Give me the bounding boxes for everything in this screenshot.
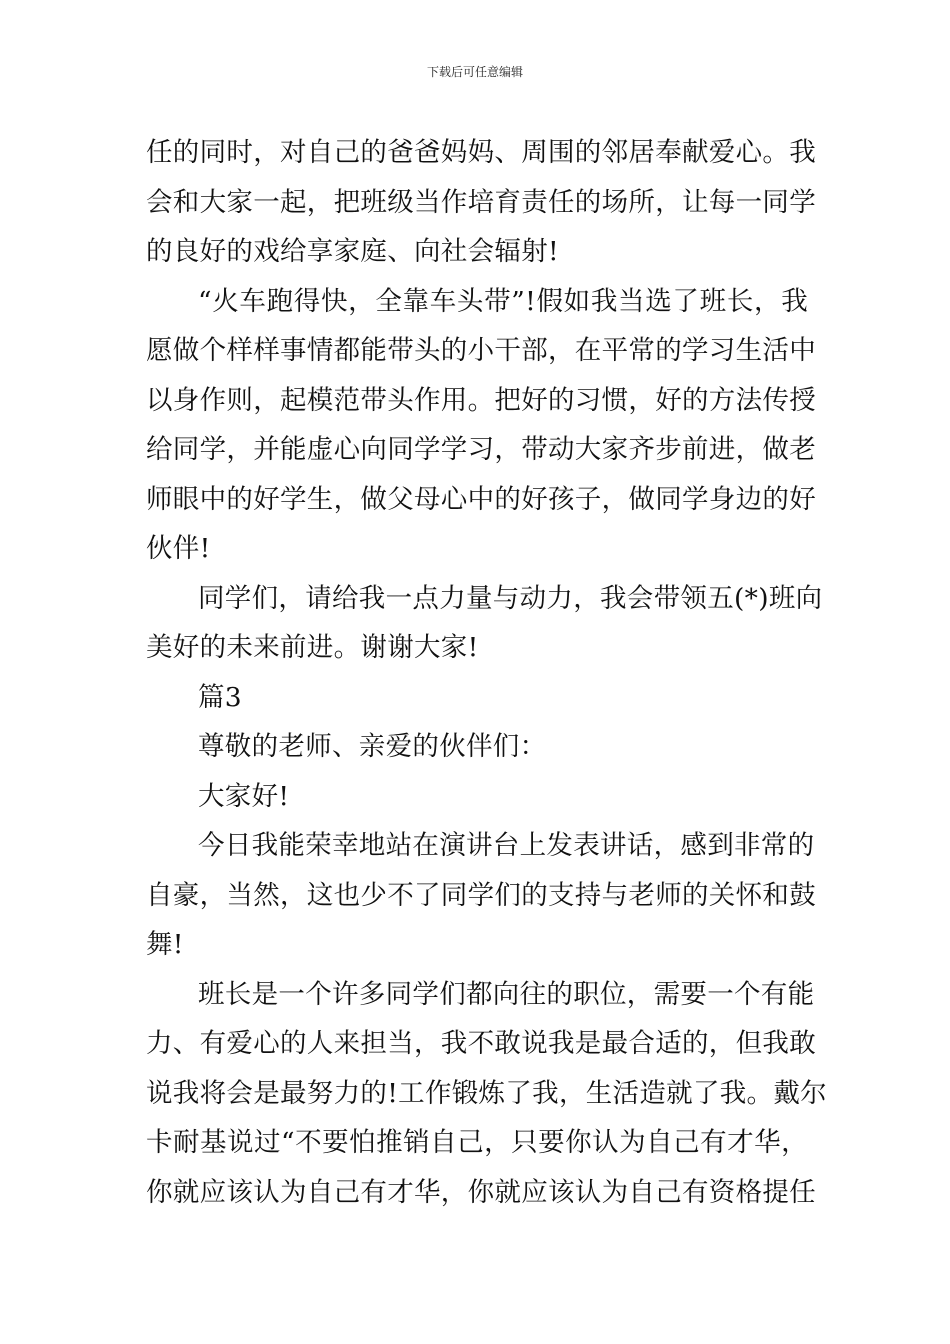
text-line: 的良好的戏给享家庭、向社会辐射! xyxy=(146,236,559,267)
text-line: 你就应该认为自己有才华，你就应该认为自己有资格提任 xyxy=(146,1176,816,1208)
text-line: 卡耐基说过“不要怕推销自己，只要你认为自己有才华， xyxy=(146,1127,808,1158)
text-line: 自豪，当然，这也少不了同学们的支持与老师的关怀和鼓 xyxy=(146,879,816,911)
text-line: “火车跑得快，全靠车头带”!假如我当选了班长，我 xyxy=(198,285,808,317)
text-line: 舞! xyxy=(146,929,184,960)
text-line: 说我将会是最努力的!工作锻炼了我，生活造就了我。戴尔 xyxy=(146,1077,827,1109)
section-heading: 篇3 xyxy=(198,681,242,713)
greeting: 大家好! xyxy=(198,780,290,812)
text-line: 愿做个样样事情都能带头的小干部，在平常的学习生活中 xyxy=(146,335,816,366)
text-line: 美好的未来前进。谢谢大家! xyxy=(146,632,479,663)
salutation: 尊敬的老师、亲爱的伙伴们： xyxy=(198,731,547,762)
text-line: 伙伴! xyxy=(146,533,211,564)
text-line: 给同学，并能虚心向同学学习，带动大家齐步前进，做老 xyxy=(146,434,816,465)
document-body xyxy=(146,128,827,1217)
text-line: 以身作则，起模范带头作用。把好的习惯，好的方法传授 xyxy=(146,384,816,416)
text-line: 力、有爱心的人来担当，我不敢说我是最合适的，但我敢 xyxy=(146,1028,816,1059)
text-line: 会和大家一起，把班级当作培育责任的场所，让每一同学 xyxy=(146,186,816,218)
download-note: 下载后可任意编辑 xyxy=(426,65,523,79)
text-line: 师眼中的好学生，做父母心中的好孩子，做同学身边的好 xyxy=(146,483,816,515)
text-line: 同学们，请给我一点力量与动力，我会带领五(*)班向 xyxy=(198,582,823,614)
text-line: 班长是一个许多同学们都向往的职位，需要一个有能 xyxy=(198,978,815,1010)
text-line: 任的同时，对自己的爸爸妈妈、周围的邻居奉献爱心。我 xyxy=(146,137,816,168)
text-line: 今日我能荣幸地站在演讲台上发表讲话，感到非常的 xyxy=(198,830,815,861)
